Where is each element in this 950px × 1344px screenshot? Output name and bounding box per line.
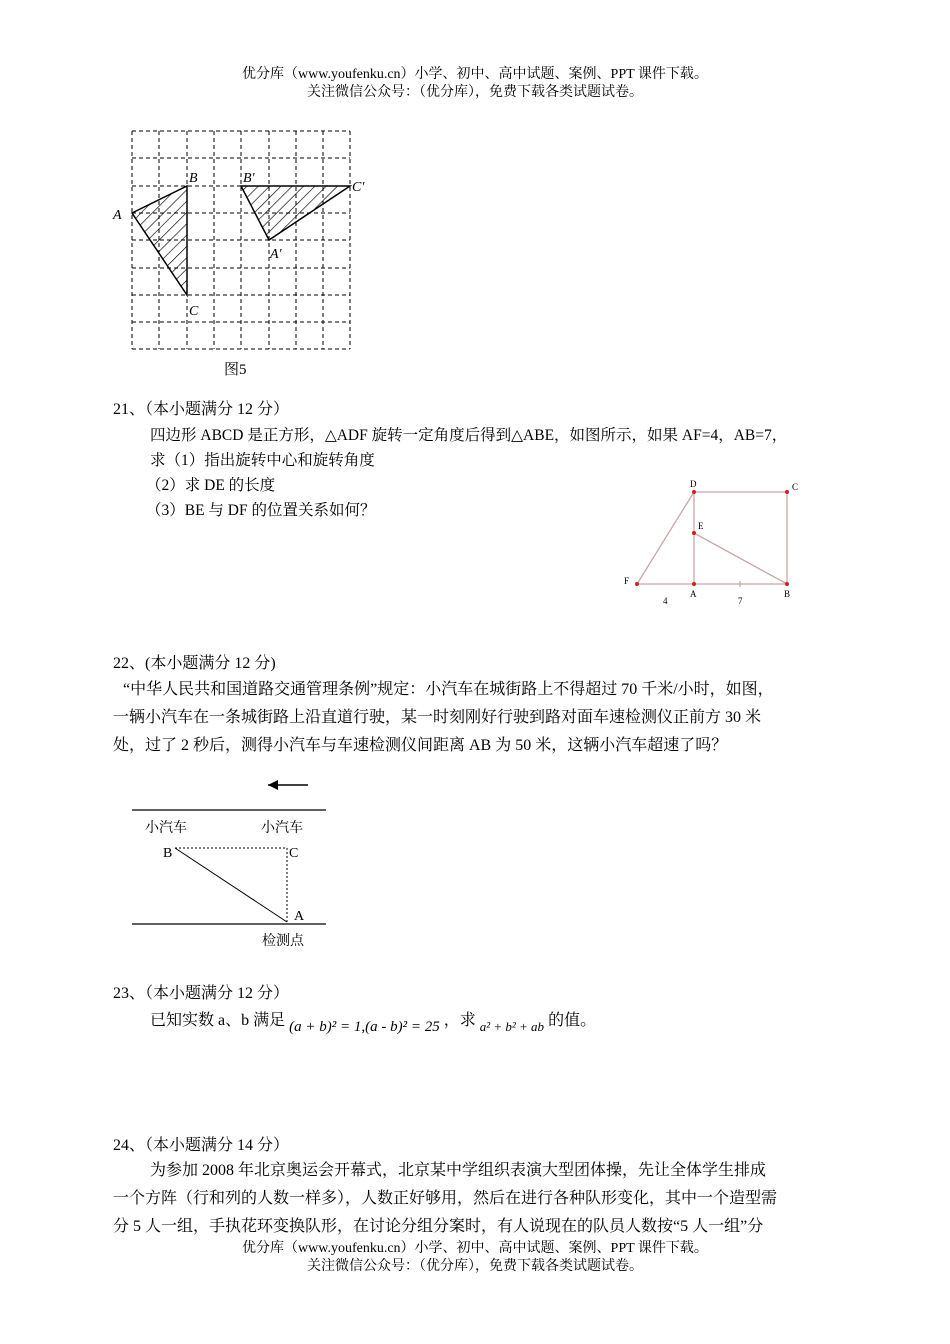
label-b-prime: B': [243, 171, 255, 186]
footer-line-1: 优分库（www.youfenku.cn）小学、初中、高中试题、案例、PPT 课件下载。: [242, 1241, 708, 1256]
q24-body: [113, 1157, 893, 1241]
q23-condition: (a + b)² = 1,(a - b)² = 25: [289, 1019, 440, 1035]
page-footer: [0, 1240, 950, 1276]
q22-title: 22、(本小题满分 12 分): [113, 655, 276, 672]
q21-label-e: E: [698, 521, 704, 531]
q21-title: 21、（本小题满分 12 分）: [113, 401, 290, 418]
q23-prefix: 已知实数 a、b 满足: [150, 1012, 286, 1029]
q22-line-1: “中华人民共和国道路交通管理条例”规定：小汽车在城街路上不得超过 70 千米/小时，如图，: [123, 681, 774, 698]
header-line-2: 关注微信公众号：（优分库），免费下载各类试题试卷。: [307, 85, 643, 100]
q21-sub-3: （3）BE 与 DF 的位置关系如何？: [146, 502, 376, 519]
q21-sub-1: 求（1）指出旋转中心和旋转角度: [150, 452, 375, 469]
figure-5-caption: 图5: [224, 362, 247, 378]
q21-length-ab: 7: [738, 596, 743, 606]
q21-square-figure: [618, 476, 808, 611]
q23-title: 23、（本小题满分 12 分）: [113, 985, 290, 1002]
label-c: C: [189, 304, 199, 319]
q23-body: [150, 1008, 596, 1034]
label-detect-point: 检测点: [262, 934, 304, 949]
q22-line-3: 处，过了 2 秒后，测得小汽车与车速检测仪间距离 AB 为 50 米，这辆小汽车超速了吗？: [113, 737, 728, 754]
header-line-1: 优分库（www.youfenku.cn）小学、初中、高中试题、案例、PPT 课件下载。: [242, 67, 708, 82]
q22-line-2: 一辆小汽车在一条城街路上沿直道行驶，某一时刻刚好行驶到路对面车速检测仪正前方 30 米: [113, 709, 762, 726]
q24-line-1: 为参加 2008 年北京奥运会开幕式，北京某中学组织表演大型团体操，先让全体学生排成: [150, 1162, 767, 1179]
q21-label-f: F: [624, 576, 630, 586]
q21-sub-2: （2）求 DE 的长度: [146, 477, 276, 494]
segment-ab: [175, 848, 287, 922]
q24-line-2: 一个方阵（行和列的人数一样多），人数正好够用，然后在进行各种队形变化，其中一个造型需: [113, 1190, 778, 1207]
q22-label-a: A: [294, 909, 305, 924]
label-a: A: [113, 208, 122, 223]
q22-body: [113, 676, 893, 760]
q21-label-b: B: [784, 589, 791, 599]
label-a-prime: A': [270, 247, 282, 262]
page-header: [0, 66, 950, 102]
q21-label-d: D: [690, 479, 697, 489]
q23-middle: ，求: [443, 1012, 476, 1029]
footer-line-2: 关注微信公众号：（优分库），免费下载各类试题试卷。: [307, 1259, 643, 1274]
q21-label-c: C: [792, 482, 799, 492]
q21-length-fa: 4: [663, 596, 668, 606]
q22-label-b: B: [163, 846, 173, 861]
q23-expression: a² + b² + ab: [479, 1019, 545, 1034]
q24-title: 24、（本小题满分 14 分）: [113, 1137, 290, 1154]
label-b: B: [189, 171, 198, 186]
arrow-head-icon: [268, 780, 278, 790]
q21-text: 四边形 ABCD 是正方形，△ADF 旋转一定角度后得到△ABE，如图所示，如果 AF=4，AB=7，: [150, 427, 788, 444]
figure-5-rotation-grid: [105, 124, 365, 384]
label-c-prime: C': [352, 180, 365, 195]
q21-label-a: A: [690, 589, 697, 599]
label-car-left: 小汽车: [145, 821, 187, 836]
label-car-right: 小汽车: [261, 821, 303, 836]
q24-line-3: 分 5 人一组，手执花环变换队形，在讨论分组分案时，有人说现在的队员人数按“5 人一组”分: [113, 1218, 764, 1235]
q22-label-c: C: [289, 846, 299, 861]
q22-road-figure: [125, 770, 345, 955]
q23-suffix: 的值。: [548, 1012, 597, 1029]
